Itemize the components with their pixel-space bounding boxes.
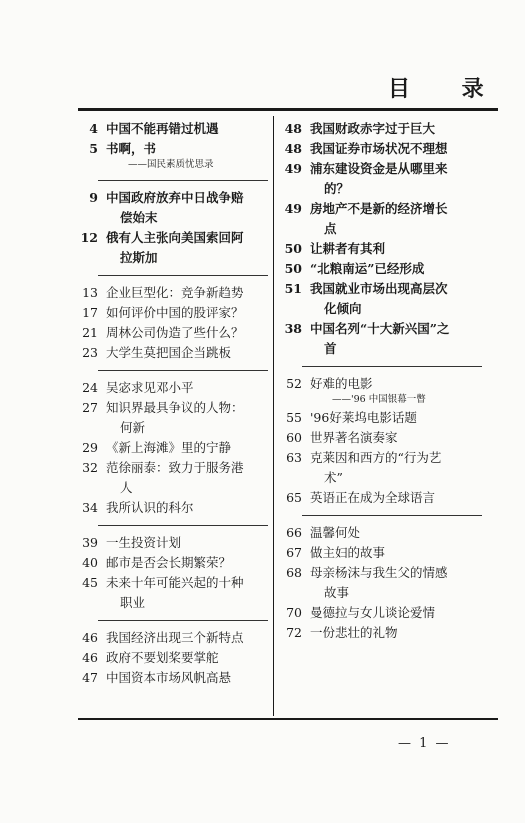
- toc-entry-title-line: 一份悲壮的礼物: [310, 625, 398, 640]
- toc-entry-title: [106, 283, 268, 303]
- toc-entry[interactable]: [78, 553, 268, 573]
- toc-entry-title-line: 中国名列“十大新兴国”之: [310, 321, 450, 336]
- toc-page-number: 27: [82, 400, 98, 415]
- toc-page-number: 67: [286, 545, 302, 560]
- toc-entry[interactable]: [78, 323, 268, 343]
- toc-entry-title-line: 英语正在成为全球语言: [310, 490, 436, 505]
- toc-entry-title: [310, 374, 482, 394]
- toc-right-column: [282, 119, 482, 643]
- toc-page-number: 46: [82, 650, 98, 665]
- toc-entry[interactable]: [78, 378, 268, 398]
- toc-entry-title: [310, 523, 482, 543]
- toc-page-number: 47: [82, 670, 98, 685]
- toc-left-column: [78, 119, 268, 688]
- toc-entry[interactable]: [282, 119, 482, 139]
- toc-subtitle: ——'96 中国银幕一瞥: [332, 394, 426, 405]
- toc-entry-title: [106, 139, 268, 159]
- page-number: — 1 —: [398, 736, 451, 751]
- toc-page-number: 21: [82, 325, 98, 340]
- toc-entry-title: [310, 259, 482, 279]
- toc-page-number: 46: [82, 630, 98, 645]
- toc-entry-title: [310, 199, 482, 239]
- toc-entry-title-line: 让耕者有其利: [310, 241, 386, 256]
- toc-page-number: 5: [89, 141, 98, 156]
- toc-entry-title-line: 我国经济出现三个新特点: [106, 630, 244, 645]
- toc-entry-title-line: 一生投资计划: [106, 535, 182, 550]
- toc-entry-title: [310, 408, 482, 428]
- section-divider: [98, 370, 268, 371]
- toc-page-number: 63: [286, 450, 302, 465]
- toc-entry-title-line: 邮市是否会长期繁荣？: [106, 555, 232, 570]
- toc-entry-title-line: 大学生莫把国企当跳板: [106, 345, 232, 360]
- toc-entry[interactable]: [78, 498, 268, 518]
- toc-entry[interactable]: [282, 239, 482, 259]
- toc-entry[interactable]: [78, 228, 268, 268]
- toc-entry[interactable]: [282, 408, 482, 428]
- toc-entry-title: [106, 303, 268, 323]
- toc-entry-title-line: 吴宓求见邓小平: [106, 380, 194, 395]
- toc-entry-title-line: 房地产不是新的经济增长: [310, 201, 448, 216]
- toc-entry-title-line: 中国不能再错过机遇: [106, 121, 219, 136]
- toc-entry[interactable]: [282, 159, 482, 199]
- toc-entry[interactable]: [282, 623, 482, 643]
- page-title: 目 录: [388, 77, 506, 102]
- toc-entry-title: [106, 648, 268, 668]
- toc-page-number: 68: [286, 565, 302, 580]
- toc-entry[interactable]: [78, 283, 268, 303]
- toc-entry-title-continuation: 故事: [324, 585, 350, 600]
- toc-entry[interactable]: [282, 543, 482, 563]
- toc-entry-title-continuation: 点: [324, 221, 337, 236]
- toc-page-number: 23: [82, 345, 98, 360]
- toc-page-number: 49: [284, 161, 302, 176]
- toc-entry[interactable]: [78, 533, 268, 553]
- toc-entry-title-line: 母亲杨沫与我生父的情感: [310, 565, 448, 580]
- toc-entry-title-line: 书啊，书: [106, 141, 157, 156]
- toc-entry[interactable]: [78, 458, 268, 498]
- toc-page-number: 51: [284, 281, 302, 296]
- toc-entry-title: [106, 533, 268, 553]
- toc-section: [282, 523, 482, 643]
- toc-entry-title: [106, 498, 268, 518]
- toc-entry[interactable]: [282, 199, 482, 239]
- toc-entry-title-line: 如何评价中国的股评家？: [106, 305, 244, 320]
- toc-entry-title: [310, 159, 482, 199]
- toc-page-number: 49: [284, 201, 302, 216]
- toc-entry-title-line: 周林公司伪造了些什么？: [106, 325, 244, 340]
- toc-page-number: 60: [286, 430, 302, 445]
- toc-entry-title-line: 浦东建设资金是从哪里来: [310, 161, 448, 176]
- toc-section: [282, 119, 482, 359]
- toc-page-number: 32: [82, 460, 98, 475]
- toc-page-number: 50: [284, 241, 302, 256]
- toc-entry-title-line: 我所认识的科尔: [106, 500, 194, 515]
- toc-entry-title-line: '96好莱坞电影话题: [310, 410, 417, 425]
- toc-entry-title-continuation: 首: [324, 341, 337, 356]
- toc-entry-title-line: 做主妇的故事: [310, 545, 386, 560]
- toc-entry-title-continuation: 化倾向: [324, 301, 362, 316]
- column-divider: [273, 116, 274, 716]
- toc-entry-title-line: 好难的电影: [310, 376, 373, 391]
- toc-entry-title: [106, 573, 268, 613]
- toc-page-number: 24: [82, 380, 98, 395]
- toc-entry-title-continuation: 偿始末: [120, 210, 158, 225]
- toc-entry-title-line: 中国资本市场风帆高悬: [106, 670, 232, 685]
- toc-page-number: 17: [82, 305, 98, 320]
- toc-entry-title: [310, 448, 482, 488]
- toc-entry-title-line: 政府不要划桨要掌舵: [106, 650, 219, 665]
- toc-entry[interactable]: [78, 188, 268, 228]
- toc-entry-title: [106, 119, 268, 139]
- toc-subtitle: ——国民素质忧思录: [128, 159, 214, 170]
- toc-page-number: 70: [286, 605, 302, 620]
- toc-page-number: 52: [286, 376, 302, 391]
- toc-page-number: 13: [82, 285, 98, 300]
- toc-page-number: 55: [286, 410, 302, 425]
- toc-entry[interactable]: [282, 139, 482, 159]
- toc-entry-title-line: “北粮南运”已经形成: [310, 261, 425, 276]
- toc-entry-title: [310, 279, 482, 319]
- section-divider: [98, 180, 268, 181]
- toc-entry[interactable]: [282, 428, 482, 448]
- toc-entry[interactable]: [78, 343, 268, 363]
- toc-entry-title: [310, 543, 482, 563]
- toc-entry-title-line: 曼德拉与女儿谈论爱情: [310, 605, 436, 620]
- toc-entry[interactable]: [78, 398, 268, 438]
- toc-entry[interactable]: [78, 139, 268, 159]
- toc-section: [282, 374, 482, 508]
- toc-entry-title: [106, 188, 268, 228]
- toc-section: [78, 378, 268, 518]
- toc-page-number: 39: [82, 535, 98, 550]
- toc-entry-title: [310, 119, 482, 139]
- toc-page-number: 12: [80, 230, 98, 245]
- toc-entry[interactable]: [282, 488, 482, 508]
- toc-entry-title: [106, 378, 268, 398]
- toc-entry-title-line: 俄有人主张向美国索回阿: [106, 230, 244, 245]
- toc-entry[interactable]: [282, 319, 482, 359]
- section-divider: [302, 366, 482, 367]
- toc-entry[interactable]: [282, 279, 482, 319]
- toc-section: [78, 533, 268, 613]
- toc-entry[interactable]: [78, 628, 268, 648]
- toc-entry-title: [310, 563, 482, 603]
- toc-entry-title-line: 《新上海滩》里的宁静: [106, 440, 232, 455]
- toc-page-number: 9: [89, 190, 98, 205]
- toc-page-number: 72: [286, 625, 302, 640]
- toc-page-number: 50: [284, 261, 302, 276]
- toc-entry[interactable]: [78, 648, 268, 668]
- toc-entry-title-line: 我国就业市场出现高层次: [310, 281, 448, 296]
- toc-entry-title: [310, 603, 482, 623]
- toc-entry-title-line: 范徐丽泰：致力于服务港: [106, 460, 244, 475]
- toc-page-number: 65: [286, 490, 302, 505]
- toc-page-number: 48: [284, 121, 302, 136]
- toc-entry-title: [106, 343, 268, 363]
- section-divider: [302, 515, 482, 516]
- toc-entry-title: [106, 438, 268, 458]
- toc-entry-title-continuation: 的？: [324, 181, 350, 196]
- toc-entry-title: [106, 228, 268, 268]
- toc-entry-title-line: 企业巨型化：竞争新趋势: [106, 285, 244, 300]
- toc-entry[interactable]: [282, 259, 482, 279]
- toc-entry-title-line: 克莱因和西方的“行为艺: [310, 450, 442, 465]
- toc-section: [78, 188, 268, 268]
- section-divider: [98, 620, 268, 621]
- toc-entry[interactable]: [282, 374, 482, 394]
- toc-page-number: 38: [284, 321, 302, 336]
- toc-entry-title: [106, 628, 268, 648]
- toc-entry-title-line: 中国政府放弃中日战争赔: [106, 190, 244, 205]
- toc-entry-title-line: 未来十年可能兴起的十种: [106, 575, 244, 590]
- toc-entry[interactable]: [78, 668, 268, 688]
- toc-entry-title: [310, 239, 482, 259]
- toc-entry-title: [106, 553, 268, 573]
- toc-entry-title-continuation: 术”: [324, 470, 343, 485]
- toc-entry-title: [106, 323, 268, 343]
- toc-entry[interactable]: [282, 448, 482, 488]
- toc-entry[interactable]: [78, 119, 268, 139]
- toc-page-number: 45: [82, 575, 98, 590]
- toc-entry[interactable]: [282, 563, 482, 603]
- toc-entry-title: [310, 428, 482, 448]
- toc-entry-title-continuation: 人: [120, 480, 133, 495]
- toc-entry[interactable]: [282, 603, 482, 623]
- toc-entry-title: [106, 668, 268, 688]
- toc-entry-title-continuation: 拉斯加: [120, 250, 158, 265]
- section-divider: [98, 275, 268, 276]
- toc-entry-title: [310, 623, 482, 643]
- toc-entry-title-continuation: 何新: [120, 420, 146, 435]
- toc-section: [78, 119, 268, 173]
- toc-page-number: 4: [89, 121, 98, 136]
- toc-entry-title-line: 世界著名演奏家: [310, 430, 398, 445]
- toc-page-number: 48: [284, 141, 302, 156]
- toc-entry-title-line: 我国证券市场状况不理想: [310, 141, 448, 156]
- toc-entry-title-continuation: 职业: [120, 595, 146, 610]
- toc-page-number: 40: [82, 555, 98, 570]
- toc-entry-title: [310, 139, 482, 159]
- toc-section: [78, 283, 268, 363]
- toc-entry-title: [106, 398, 268, 438]
- toc-entry[interactable]: [78, 573, 268, 613]
- top-rule: [78, 108, 498, 111]
- toc-entry[interactable]: [78, 438, 268, 458]
- bottom-rule: [78, 718, 498, 720]
- section-divider: [98, 525, 268, 526]
- toc-entry-title: [310, 319, 482, 359]
- toc-entry-title-line: 温馨何处: [310, 525, 361, 540]
- toc-page-number: 34: [82, 500, 98, 515]
- toc-entry[interactable]: [78, 303, 268, 323]
- toc-entry[interactable]: [282, 523, 482, 543]
- toc-entry-title: [310, 488, 482, 508]
- toc-entry-title-line: 知识界最具争议的人物：: [106, 400, 244, 415]
- toc-page-number: 29: [82, 440, 98, 455]
- toc-entry-title: [106, 458, 268, 498]
- toc-page-number: 66: [286, 525, 302, 540]
- toc-entry-title-line: 我国财政赤字过于巨大: [310, 121, 436, 136]
- toc-section: [78, 628, 268, 688]
